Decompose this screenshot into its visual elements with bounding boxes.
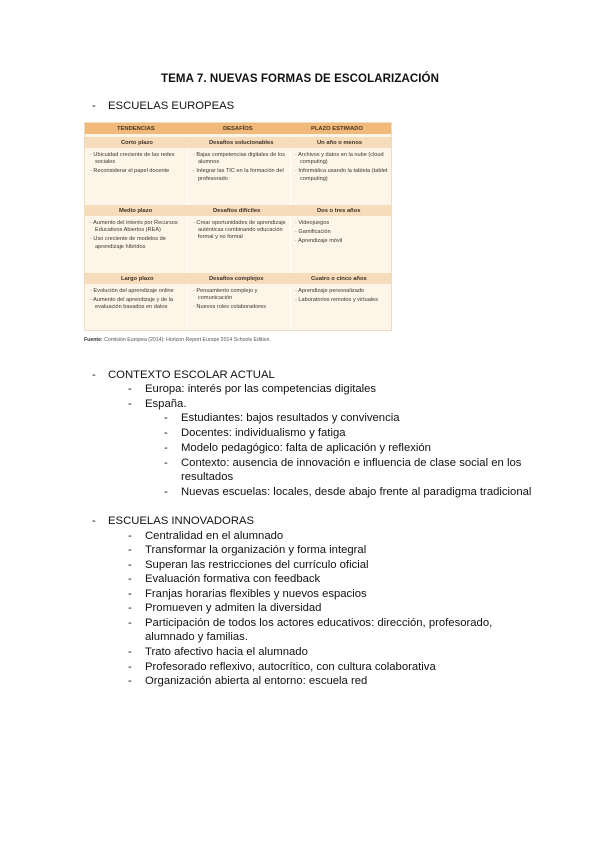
table-subheader: Cuatro o cinco años xyxy=(311,275,367,282)
bullet-dash: - xyxy=(128,398,132,410)
list-item: Superan las restricciones del currículo oficial xyxy=(145,559,369,571)
source-text: Comisión Europea (2014): Horizon Report Europe 2014 Schools Edition. xyxy=(104,337,271,343)
list-item: Organización abierta al entorno: escuela red xyxy=(145,675,368,687)
bullet-dash: - xyxy=(92,100,96,112)
table-cell-item: · Bajas competencias digitales de los alumnos xyxy=(193,152,287,166)
bullet-dash: - xyxy=(164,427,168,439)
bullet-dash: - xyxy=(128,617,132,629)
table-cell xyxy=(90,152,184,178)
list-item: Participación de todos los actores educativos: dirección, profesorado, xyxy=(145,617,493,629)
bullet-dash: - xyxy=(128,675,132,687)
bullet-dash: - xyxy=(164,486,168,498)
table-cell xyxy=(295,288,389,306)
bullet-dash: - xyxy=(164,457,168,469)
table-subheader: Largo plazo xyxy=(121,275,154,282)
bullet-dash: - xyxy=(128,544,132,556)
table-cell-item: · Aumento del aprendizaje y de la evaluación basados en datos xyxy=(90,297,184,311)
list-item: Evaluación formativa con feedback xyxy=(145,573,321,585)
bullet-dash: - xyxy=(128,661,132,673)
bullet-dash: - xyxy=(92,515,96,527)
list-item: Trato afectivo hacia el alumnado xyxy=(145,646,308,658)
list-item: España. xyxy=(145,398,187,410)
bullet-dash: - xyxy=(164,412,168,424)
list-item-continuation: alumnado y familias. xyxy=(145,631,248,643)
bullet-dash: - xyxy=(128,588,132,600)
table-cell xyxy=(90,220,184,253)
figure-source-caption xyxy=(84,337,271,343)
list-item: Transformar la organización y forma integral xyxy=(145,544,367,556)
table-cell-item: · Pensamiento complejo y comunicación xyxy=(193,288,287,302)
table-cell xyxy=(193,288,287,314)
table-subheader: Desafíos difíciles xyxy=(213,207,261,214)
table-cell-item: · Laboratorios remotos y virtuales xyxy=(295,297,389,304)
table-cell-item: · Ubicuidad creciente de las redes sociales xyxy=(90,152,184,166)
source-label: Fuente: xyxy=(84,337,103,343)
table-cell-item: · Crear oportunidades de aprendizaje auténticas combinando educación formal y no formal xyxy=(193,220,287,242)
table-subheader: Medio plazo xyxy=(119,207,153,214)
table-subheader-row xyxy=(85,273,391,284)
page-title: TEMA 7. NUEVAS FORMAS DE ESCOLARIZACIÓN xyxy=(161,73,439,85)
bullet-dash: - xyxy=(128,530,132,542)
table-header-tendencias: TENDENCIAS xyxy=(117,125,155,132)
bullet-dash: - xyxy=(128,646,132,658)
section-heading: ESCUELAS EUROPEAS xyxy=(108,100,235,112)
list-item-continuation: resultados xyxy=(181,471,234,483)
table-subheader: Desafíos solucionables xyxy=(209,139,274,146)
bullet-dash: - xyxy=(164,442,168,454)
list-item: Centralidad en el alumnado xyxy=(145,530,284,542)
list-item: Estudiantes: bajos resultados y convivencia xyxy=(181,412,400,424)
bullet-dash: - xyxy=(128,602,132,614)
list-item: Promueven y admiten la diversidad xyxy=(145,602,322,614)
table-cell xyxy=(295,220,389,248)
table-subheader-row xyxy=(85,137,391,148)
table-subheader: Un año o menos xyxy=(317,139,363,146)
section-heading: ESCUELAS INNOVADORAS xyxy=(108,515,255,527)
table-subheader-row xyxy=(85,205,391,216)
table-cell-item: · Aprendizaje personalizado xyxy=(295,288,389,295)
table-cell xyxy=(193,220,287,244)
table-cell-item: · Reconsiderar el papel docente xyxy=(90,168,184,175)
list-item: Nuevas escuelas: locales, desde abajo frente al paradigma tradicional xyxy=(181,486,532,498)
table-cell xyxy=(193,152,287,185)
list-item: Profesorado reflexivo, autocrítico, con cultura colaborativa xyxy=(145,661,436,673)
table-cell-item: · Aprendizaje móvil xyxy=(295,238,389,245)
bullet-dash: - xyxy=(128,573,132,585)
bullet-dash: - xyxy=(128,559,132,571)
table-cell-item: · Gamificación xyxy=(295,229,389,236)
table-subheader: Dos o tres años xyxy=(317,207,361,214)
trends-table-figure xyxy=(84,122,392,331)
list-item: Europa: interés por las competencias digitales xyxy=(145,383,377,395)
list-item: Docentes: individualismo y fatiga xyxy=(181,427,346,439)
table-cell-item: · Integrar las TIC en la formación del profesorado xyxy=(193,168,287,182)
table-cell-item: · Evolución del aprendizaje online xyxy=(90,288,184,295)
list-item: Franjas horarias flexibles y nuevos espacios xyxy=(145,588,367,600)
table-cell-item: · Nuevos roles colaboradores xyxy=(193,304,287,311)
section-heading: CONTEXTO ESCOLAR ACTUAL xyxy=(108,369,275,381)
table-subheader: Corto plazo xyxy=(121,139,153,146)
list-item: Modelo pedagógico: falta de aplicación y reflexión xyxy=(181,442,431,454)
table-header-plazo: PLAZO ESTIMADO xyxy=(311,125,363,132)
list-item: Contexto: ausencia de innovación e influencia de clase social en los xyxy=(181,457,522,469)
bullet-dash: - xyxy=(92,369,96,381)
table-cell-item: · Archivos y datos en la nube (cloud computing) xyxy=(295,152,389,166)
bullet-dash: - xyxy=(128,383,132,395)
table-cell xyxy=(295,152,389,185)
table-cell-item: · Uso creciente de modelos de aprendizaje híbridos xyxy=(90,236,184,250)
table-cell xyxy=(90,288,184,314)
table-cell-item: · Videojuegos xyxy=(295,220,389,227)
table-header-row xyxy=(85,123,391,134)
table-header-desafios: DESAFÍOS xyxy=(223,125,253,132)
table-cell-item: · Informática usando la tableta (tablet computing) xyxy=(295,168,389,182)
table-cell-item: · Aumento del interés por Recursos Educativos Abiertos (REA) xyxy=(90,220,184,234)
table-subheader: Desafíos complejos xyxy=(209,275,264,282)
